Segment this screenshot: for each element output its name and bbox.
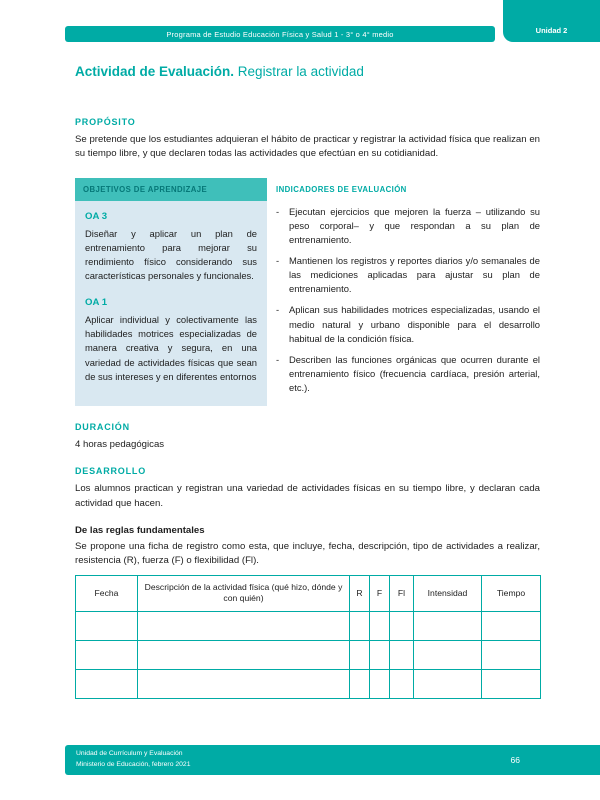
- unit-label: Unidad 2: [535, 26, 568, 35]
- page-title-regular: Registrar la actividad: [234, 64, 364, 79]
- indicadores-heading: INDICADORES DE EVALUACIÓN: [276, 184, 407, 194]
- footer-credits: [76, 749, 190, 770]
- proposito-heading: PROPÓSITO: [75, 117, 136, 127]
- proposito-body: Se pretende que los estudiantes adquieran el hábito de practicar y registrar la actividad física que realizan en su tiempo libre, y que declaren todas las actividades que efectúan en su cotidianidad.: [75, 134, 540, 160]
- indicador-text: Describen las funciones orgánicas que ocurren durante el entrenamiento físico (frecuencia cardíaca, presión arterial, etc.).: [289, 353, 540, 393]
- footer-line2: Ministerio de Educación, febrero 2021: [76, 761, 191, 768]
- desarrollo-heading: DESARROLLO: [75, 466, 146, 477]
- indicadores-column: [276, 178, 540, 406]
- bullet-dash: -: [276, 353, 280, 365]
- page-title: [75, 64, 540, 79]
- table-cell: [414, 611, 482, 640]
- bullet-dash: -: [276, 205, 280, 217]
- footer-bar: [65, 745, 600, 775]
- oa-item: [85, 211, 257, 283]
- indicador-item: [276, 353, 540, 395]
- table-row: [76, 640, 541, 669]
- table-cell: [370, 669, 390, 698]
- page-title-bold: Actividad de Evaluación.: [75, 64, 235, 79]
- indicador-item: [276, 205, 540, 247]
- objectives-indicators-section: [75, 178, 540, 406]
- page-content: [75, 64, 540, 699]
- footer-line1: Unidad de Currículum y Evaluación: [76, 750, 183, 758]
- indicador-text: Mantienen los registros y reportes diarios y/o semanales de las mediciones aplicadas para ajustar su plan de entrenamiento.: [289, 255, 540, 295]
- indicador-text: Ejecutan ejercicios que mejoren la fuerza – utilizando su peso corporal– y que respondan a su plan de entrenamiento.: [289, 205, 540, 245]
- col-header-f: F: [370, 575, 390, 611]
- table-cell: [482, 640, 541, 669]
- bullet-dash: -: [276, 255, 280, 267]
- oa-text: Aplicar individual y colectivamente las habilidades motrices especializadas de manera creativa y segura, en una variedad de actividades físicas que sean de sus intereses y en diferentes entornos: [85, 314, 257, 382]
- table-cell: [390, 669, 414, 698]
- ficha-body: Se propone una ficha de registro como esta, que incluye, fecha, descripción, tipo de actividades a realizar, resistencia (R), fuerza (F) o flexibilidad (Fl).: [75, 540, 540, 567]
- table-cell: [390, 640, 414, 669]
- table-cell: [350, 640, 370, 669]
- objetivos-column: [75, 178, 267, 406]
- table-cell: [414, 640, 482, 669]
- registro-table: [75, 575, 541, 699]
- table-cell: [414, 669, 482, 698]
- table-cell: [76, 611, 138, 640]
- oa-code: OA 3: [85, 210, 108, 222]
- indicador-item: [276, 254, 540, 296]
- desarrollo-body: Los alumnos practican y registran una variedad de actividades físicas en su tiempo libre, y declaran cada actividad que hacen.: [75, 483, 540, 509]
- duracion-body: 4 horas pedagógicas: [75, 438, 165, 450]
- col-header-r: R: [350, 575, 370, 611]
- table-cell: [482, 611, 541, 640]
- page-number: 66: [510, 755, 520, 765]
- table-cell: [350, 669, 370, 698]
- table-row: [76, 611, 541, 640]
- indicador-item: [276, 303, 540, 345]
- header-bar: [65, 26, 495, 42]
- table-cell: [138, 640, 350, 669]
- table-cell: [390, 611, 414, 640]
- duracion-heading: DURACIÓN: [75, 421, 130, 432]
- col-header-tiempo: Tiempo: [482, 575, 541, 611]
- objetivos-body: [75, 201, 267, 406]
- table-cell: [370, 640, 390, 669]
- col-header-descripcion: Descripción de la actividad física (qué hizo, dónde y con quién): [138, 575, 350, 611]
- col-header-fl: Fl: [390, 575, 414, 611]
- table-cell: [138, 611, 350, 640]
- table-cell: [76, 640, 138, 669]
- oa-code: OA 1: [85, 297, 108, 309]
- unit-tab: [503, 0, 600, 42]
- indicador-text: Aplican sus habilidades motrices especializadas, usando el medio natural y urbano disponible para el desarrollo habitual de la condición física.: [289, 304, 540, 344]
- col-header-fecha: Fecha: [76, 575, 138, 611]
- reglas-subheading: De las reglas fundamentales: [75, 524, 205, 536]
- table-row: [76, 669, 541, 698]
- oa-item: [85, 297, 257, 384]
- table-header-row: [76, 575, 541, 611]
- objetivos-heading: OBJETIVOS DE APRENDIZAJE: [75, 178, 267, 201]
- table-cell: [350, 611, 370, 640]
- header-program-title: Programa de Estudio Educación Física y Salud 1 - 3° o 4° medio: [166, 29, 394, 39]
- col-header-intensidad: Intensidad: [414, 575, 482, 611]
- oa-text: Diseñar y aplicar un plan de entrenamiento para mejorar su rendimiento físico considerando sus características personales y funcionales.: [85, 227, 257, 282]
- table-cell: [76, 669, 138, 698]
- table-cell: [482, 669, 541, 698]
- table-cell: [138, 669, 350, 698]
- bullet-dash: -: [276, 304, 280, 316]
- table-cell: [370, 611, 390, 640]
